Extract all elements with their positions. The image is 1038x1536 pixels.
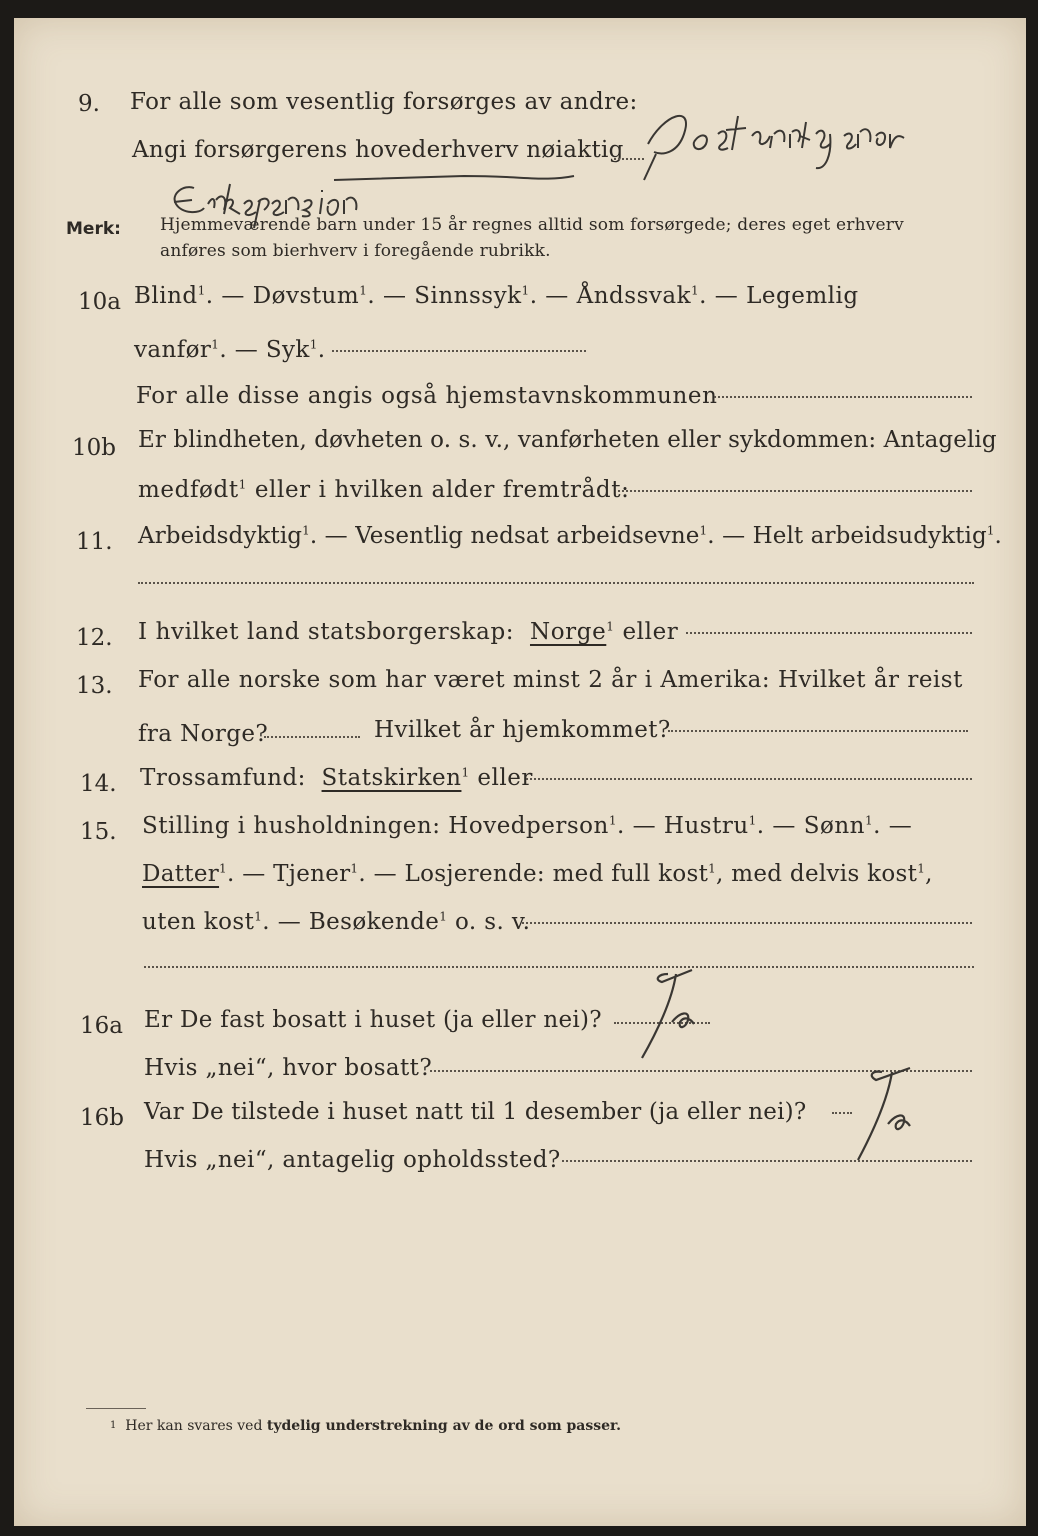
q16b-opholdssted-line: [562, 1160, 972, 1162]
q10b-line1: Er blindheten, døvheten o. s. v., vanførheten eller sykdommen: Antagelig: [138, 427, 997, 453]
q10a-line3: For alle disse angis også hjemstavnskommunen: [136, 383, 718, 409]
q10b-line2: medfødt$^1$ eller i hvilken alder fremtrådt:: [138, 477, 630, 503]
q13-number: 13.: [76, 673, 113, 699]
merk-line2: anføres som bierhverv i foregående rubrikk.: [160, 241, 551, 261]
q14-number: 14.: [80, 771, 117, 797]
q16a-number: 16a: [80, 1013, 123, 1039]
q16a-line1: Er De fast bosatt i huset (ja eller nei)?: [144, 1007, 602, 1033]
q16b-line1: Var De tilstede i huset natt til 1 desember (ja eller nei)?: [144, 1099, 807, 1125]
q13-reist-line: [264, 736, 360, 738]
q9-line1: For alle som vesentlig forsørges av andre:: [130, 89, 638, 115]
q14-text: Trossamfund: Statskirken$^1$ eller: [140, 765, 533, 791]
q10a-line1: Blind$^1$. — Døvstum$^1$. — Sinnssyk$^1$. — Åndssvak$^1$. — Legemlig: [134, 283, 859, 309]
q15-line2: Datter$^1$. — Tjener$^1$. — Losjerende: med full kost$^1$, med delvis kost$^1$,: [142, 861, 933, 887]
q15-answer-line: [522, 922, 972, 924]
footnote: $^1$ Her kan svares ved tydelig understrekning av de ord som passer.: [110, 1418, 622, 1434]
q9-handwritten-answer: [634, 94, 994, 184]
merk-label: Merk:: [66, 219, 121, 239]
census-form-page: [14, 18, 1026, 1526]
q11-answer-line: [138, 582, 974, 584]
q14-answer-line: [526, 778, 972, 780]
q11-text: Arbeidsdyktig$^1$. — Vesentlig nedsat arbeidsevne$^1$. — Helt arbeidsudyktig$^1$.: [138, 523, 1002, 549]
q16b-line2: Hvis „nei“, antagelig opholdssted?: [144, 1147, 561, 1173]
q10a-answer-line: [332, 350, 586, 352]
footnote-separator: [86, 1408, 146, 1409]
q15-line3: uten kost$^1$. — Besøkende$^1$ o. s. v.: [142, 909, 531, 935]
q11-number: 11.: [76, 529, 113, 555]
merk-line1: Hjemmeværende barn under 15 år regnes alltid som forsørgede; deres eget erhverv: [160, 215, 904, 235]
q15-number: 15.: [80, 819, 117, 845]
q10a-number: 10a: [78, 289, 121, 315]
q13-hjemkommet-line: [668, 730, 968, 732]
q9-number: 9.: [78, 91, 100, 117]
q13-line2b: Hvilket år hjemkommet?: [374, 717, 671, 743]
q12-text: I hvilket land statsborgerskap: Norge$^1$ eller: [138, 619, 679, 645]
q15-line1: Stilling i husholdningen: Hovedperson$^1$. — Hustru$^1$. — Sønn$^1$. —: [142, 813, 913, 839]
q10b-answer-line: [618, 490, 972, 492]
q15-option-datter: Datter: [142, 861, 220, 887]
q15-extra-line: [144, 966, 974, 968]
q16a-line2: Hvis „nei“, hvor bosatt?: [144, 1055, 433, 1081]
q13-line2a: fra Norge?: [138, 721, 269, 747]
q9-line2: Angi forsørgerens hovederhverv nøiaktig: [132, 137, 624, 163]
q13-line1: For alle norske som har været minst 2 år i Amerika: Hvilket år reist: [138, 667, 963, 693]
q16a-handwritten-answer: [628, 960, 728, 1060]
q12-option-norge: Norge: [529, 619, 607, 645]
q10a-hjemstavn-line: [714, 396, 972, 398]
q16b-handwritten-answer: [838, 1054, 948, 1164]
q10b-number: 10b: [72, 435, 116, 461]
q12-number: 12.: [76, 625, 113, 651]
q12-answer-line: [686, 632, 972, 634]
q16b-number: 16b: [80, 1105, 124, 1131]
q14-option-statskirken: Statskirken: [321, 765, 462, 791]
q10a-line2: vanfør$^1$. — Syk$^1$.: [134, 337, 326, 363]
